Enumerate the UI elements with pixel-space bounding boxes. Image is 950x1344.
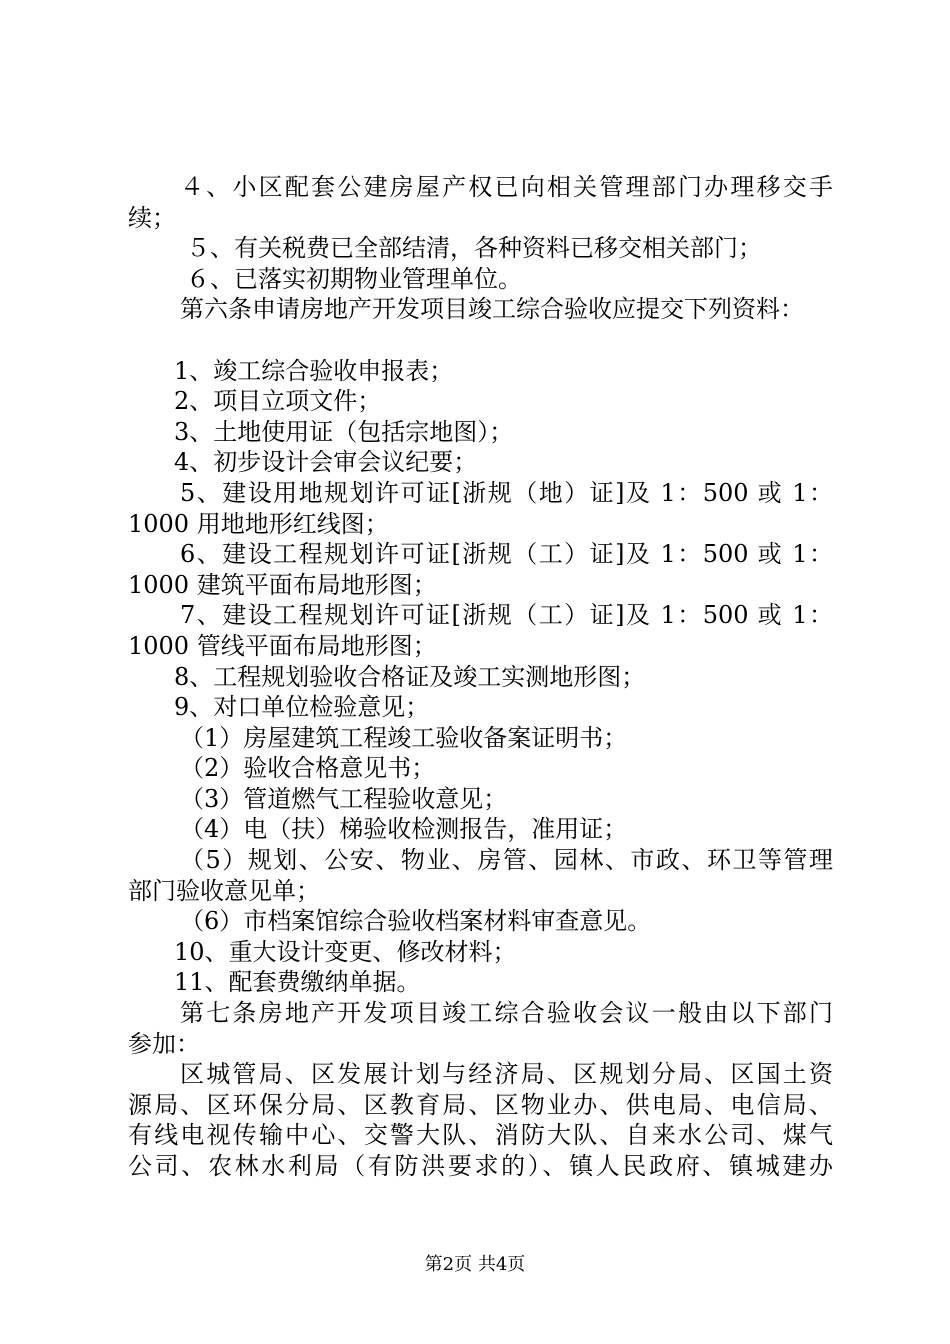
sub-list-item: （2）验收合格意见书；	[180, 754, 436, 783]
list-item: 6、建设工程规划许可证[浙规（工）证]及 1：500 或 1：	[180, 540, 833, 569]
paragraph-line: ４、小区配套公建房屋产权已向相关管理部门办理移交手	[180, 173, 833, 201]
list-item: 7、建设工程规划许可证[浙规（工）证]及 1：500 或 1：	[180, 601, 833, 630]
paragraph-line: ５、有关税费已全部结清，各种资料已移交相关部门；	[186, 234, 762, 263]
page-number-footer: 第2页 共4页	[424, 1254, 526, 1275]
sub-list-item: （6）市档案馆综合验收档案材料审查意见。	[180, 907, 652, 936]
sub-list-item-continued: 部门验收意见单；	[128, 876, 320, 905]
paragraph-line: 源局、区环保分局、区教育局、区物业办、供电局、电信局、	[128, 1090, 833, 1119]
list-item: 11、配套费缴纳单据。	[174, 968, 421, 997]
list-item-continued: 1000 管线平面布局地形图；	[128, 631, 437, 660]
section-heading: 第六条申请房地产开发项目竣工综合验收应提交下列资料：	[180, 295, 804, 324]
sub-list-item: （3）管道燃气工程验收意见；	[180, 784, 508, 813]
section-heading: 第七条房地产开发项目竣工综合验收会议一般由以下部门	[180, 999, 833, 1028]
list-item: 1、竣工综合验收申报表；	[174, 356, 454, 385]
list-item-continued: 1000 用地地形红线图；	[128, 509, 389, 538]
list-item: 3、土地使用证（包括宗地图）；	[174, 417, 514, 446]
list-item: 4、初步设计会审会议纪要；	[174, 448, 478, 477]
list-item: 5、建设用地规划许可证[浙规（地）证]及 1：500 或 1：	[180, 478, 833, 507]
section-heading-continued: 参加：	[128, 1029, 200, 1058]
sub-list-item: （5）规划、公安、物业、房管、园林、市政、环卫等管理	[180, 846, 833, 875]
list-item: 10、重大设计变更、修改材料；	[174, 937, 517, 966]
paragraph-line: 公司、农林水利局（有防洪要求的）、镇人民政府、镇城建办	[128, 1152, 833, 1180]
blank-line	[128, 325, 833, 356]
document-body	[128, 172, 833, 1182]
list-item: 9、对口单位检验意见；	[174, 693, 430, 722]
sub-list-item: （4）电（扶）梯验收检测报告，准用证；	[180, 815, 628, 844]
sub-list-item: （1）房屋建筑工程竣工验收备案证明书；	[180, 723, 628, 752]
paragraph-line: 续；	[128, 203, 176, 232]
paragraph-line: ６、已落实初期物业管理单位。	[186, 264, 522, 293]
list-item: 8、工程规划验收合格证及竣工实测地形图；	[174, 662, 646, 691]
paragraph-line: 有线电视传输中心、交警大队、消防大队、自来水公司、煤气	[128, 1121, 833, 1150]
paragraph-line: 区城管局、区发展计划与经济局、区规划分局、区国土资	[180, 1060, 833, 1089]
list-item: 2、项目立项文件；	[174, 387, 382, 416]
list-item-continued: 1000 建筑平面布局地形图；	[128, 570, 437, 599]
